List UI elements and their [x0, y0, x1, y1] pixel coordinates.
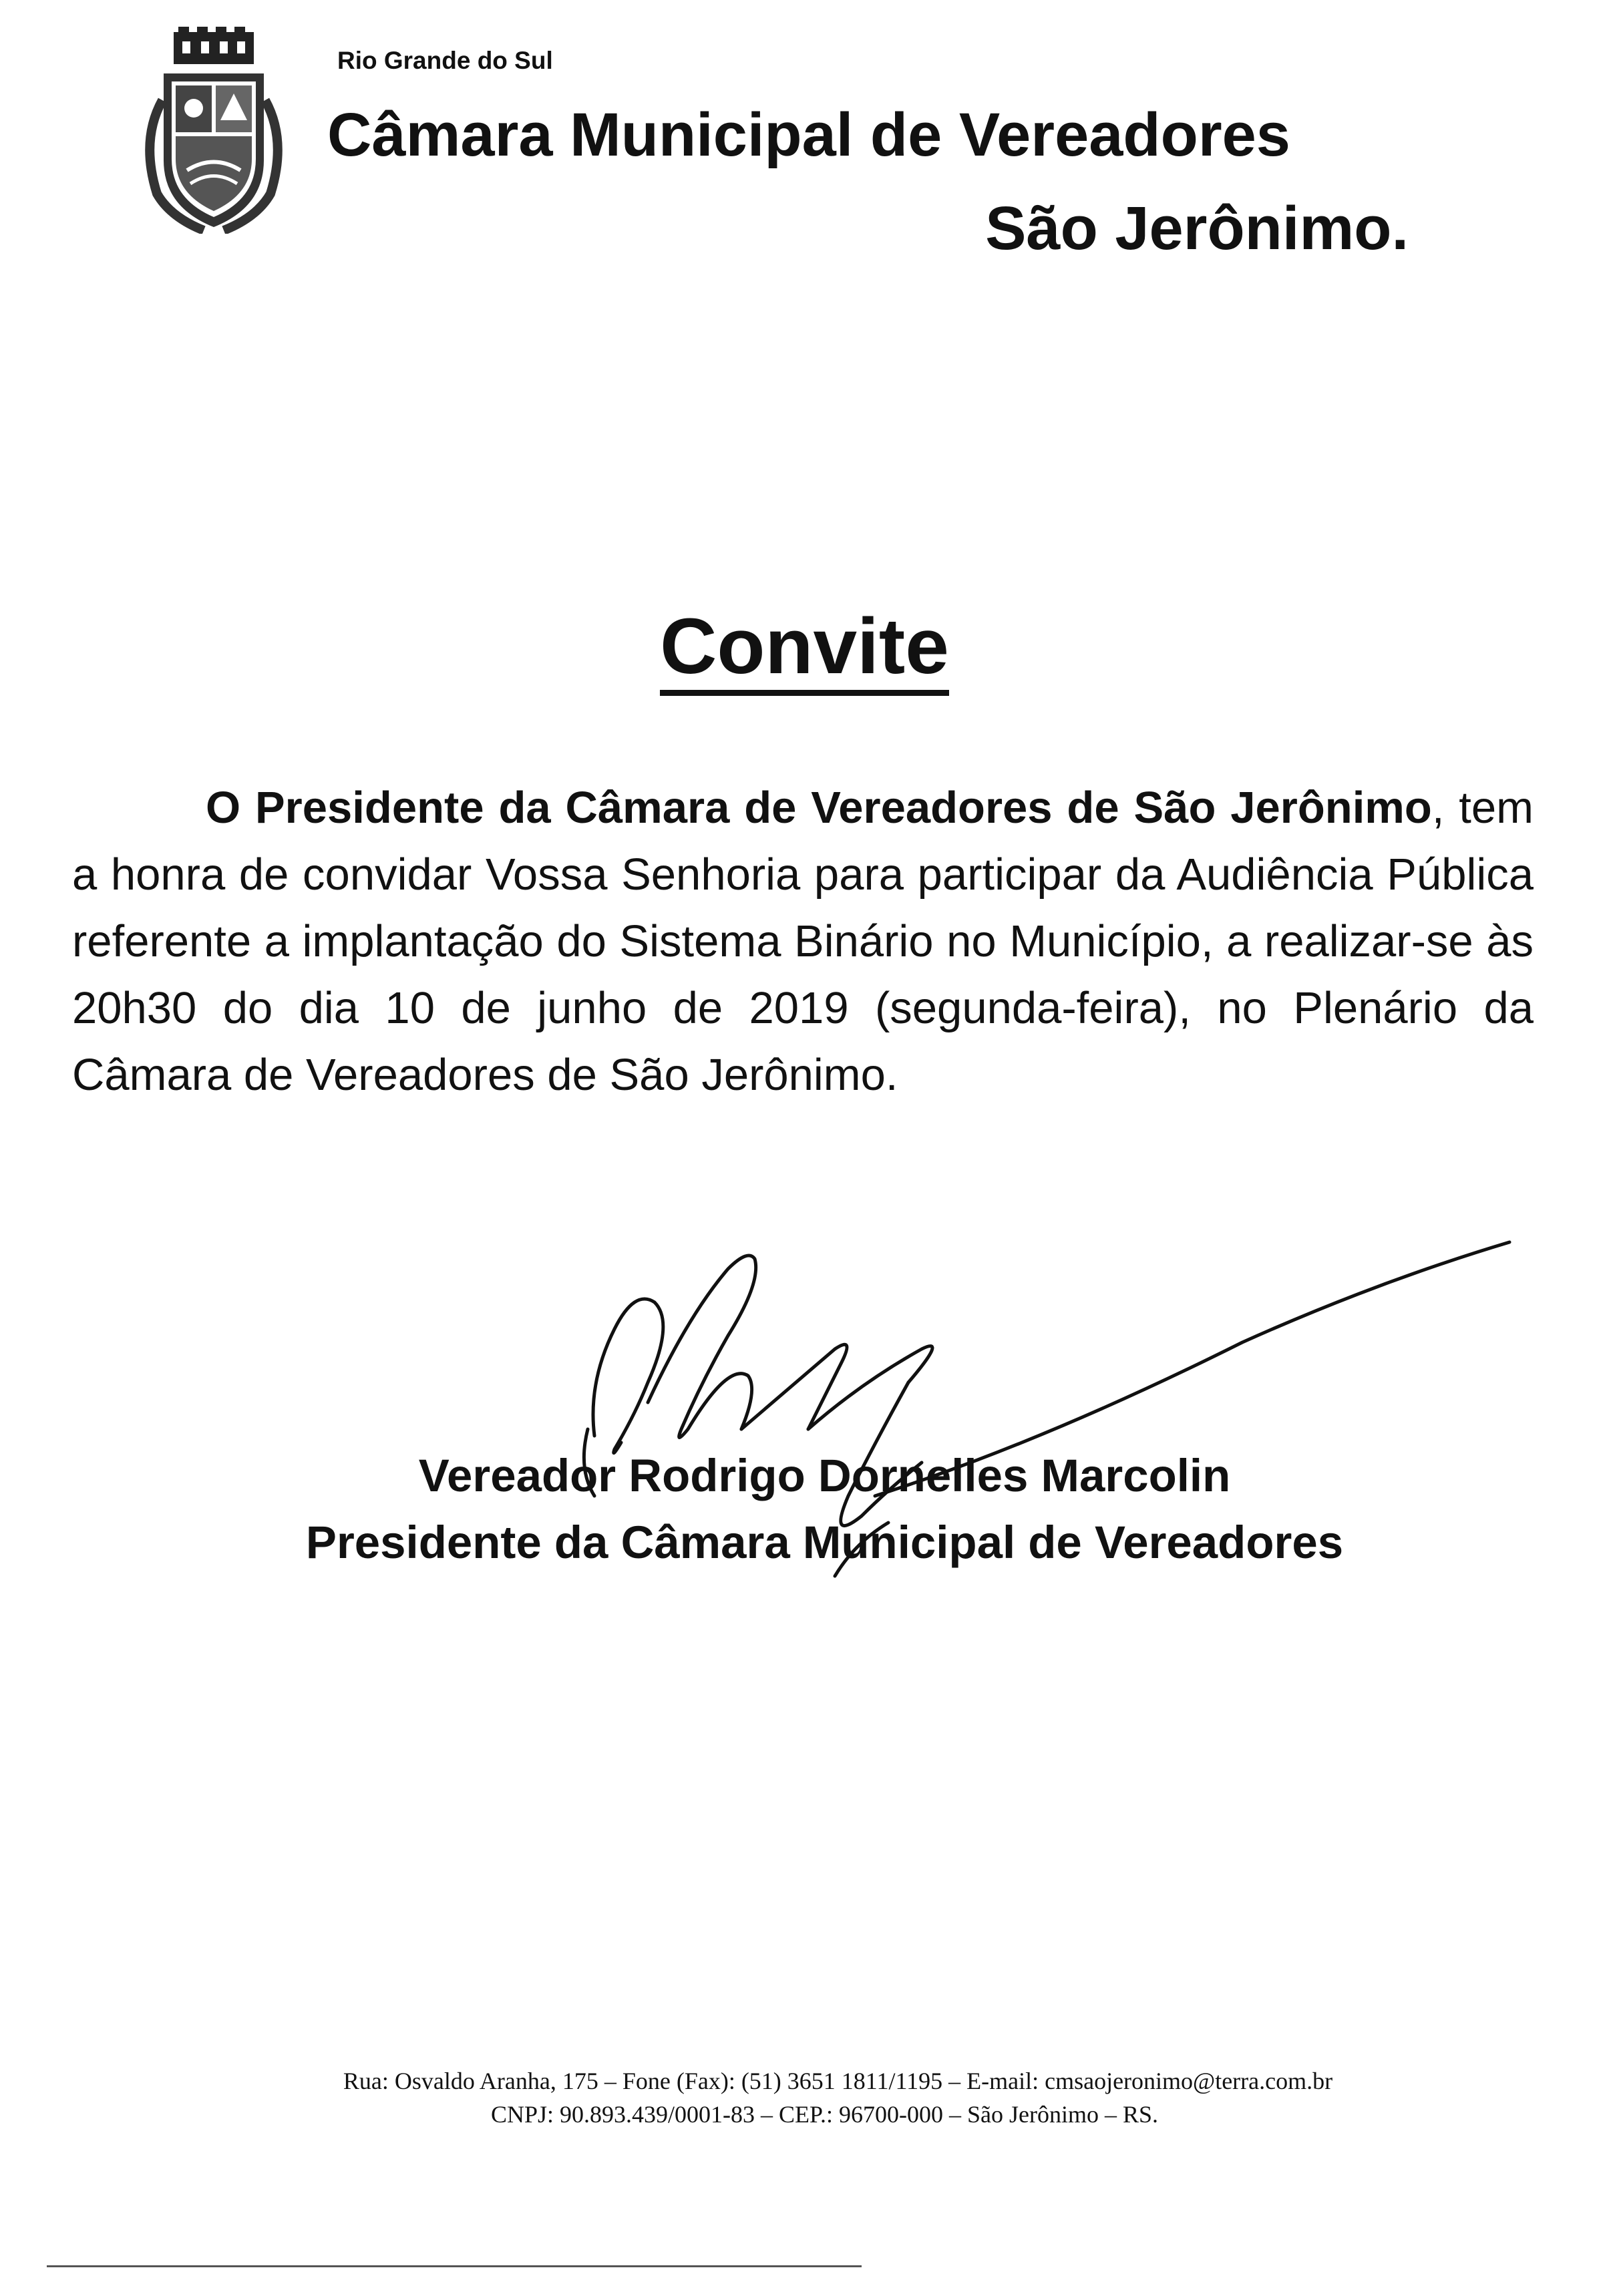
- document-title-text: Convite: [660, 606, 949, 696]
- signer-name: Vereador Rodrigo Dornelles Marcolin: [418, 1450, 1231, 1501]
- letterhead-city: São Jerônimo.: [985, 194, 1409, 262]
- invitation-body: [72, 775, 1534, 1109]
- footer-registration: CNPJ: 90.893.439/0001-83 – CEP.: 96700-000 – São Jerônimo – RS.: [490, 2101, 1159, 2128]
- document-title: [0, 601, 1609, 696]
- invitation-lead: O Presidente da Câmara de Vereadores de São Jerônimo: [206, 783, 1432, 833]
- signer-role: Presidente da Câmara Municipal de Vereadores: [305, 1517, 1344, 1568]
- municipal-crest-icon: [137, 27, 291, 234]
- letterhead-state: Rio Grande do Sul: [337, 47, 553, 74]
- bottom-divider: [47, 2265, 862, 2267]
- letterhead-institution: Câmara Municipal de Vereadores: [327, 101, 1290, 169]
- footer-address: Rua: Osvaldo Aranha, 175 – Fone (Fax): (51) 3651 1811/1195 – E-mail: cmsaojeronimo@terra.com.br: [343, 2068, 1333, 2094]
- invitation-text: , tem a honra de convidar Vossa Senhoria para participar da Audiência Pública referente a implantação do Sistema Binário no Município, a realizar-se às 20h30 do dia 10 de junho de 2019 (segunda-feira), no Plenário da Câmara de Vereadores de São Jerônimo.: [72, 783, 1534, 1100]
